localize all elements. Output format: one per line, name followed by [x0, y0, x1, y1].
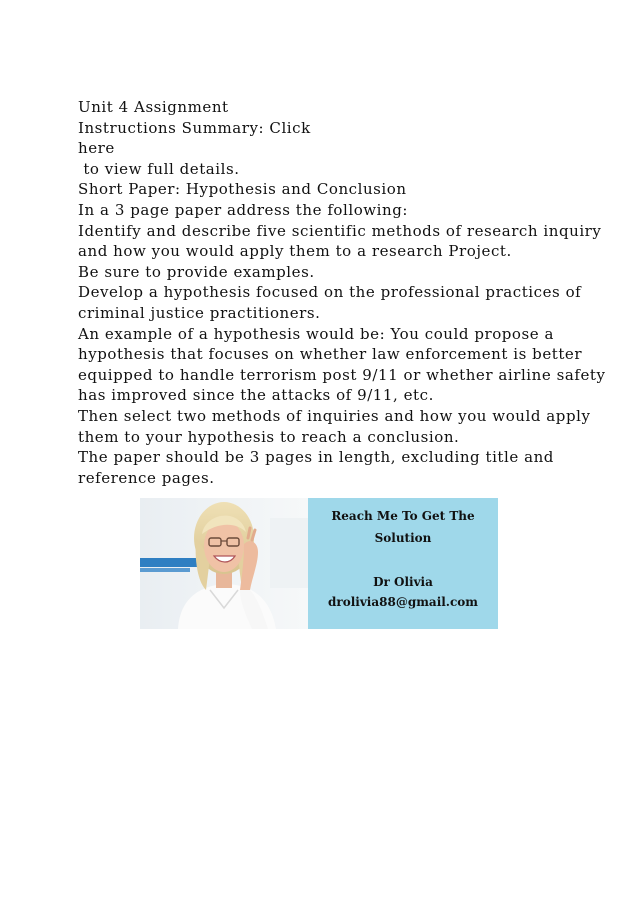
text-line: has improved since the attacks of 9/11, etc. [78, 386, 434, 405]
promo-email[interactable]: drolivia88@gmail.com [327, 595, 478, 609]
text-line: equipped to handle terrorism post 9/11 or whether airline safety [78, 365, 606, 384]
promo-headline-solution: Solution [374, 531, 432, 545]
text-line: them to your hypothesis to reach a conclusion. [78, 427, 460, 446]
view-details-line: to view full details. [78, 159, 240, 178]
text-line: Identify and describe five scientific methods of research inquiry [78, 221, 602, 240]
promo-banner [140, 498, 498, 629]
text-line: and how you would apply them to a research Project. [78, 242, 512, 261]
promo-name: Dr Olivia [373, 575, 433, 589]
assignment-text [78, 97, 606, 488]
promo-headline: Reach Me To Get The [331, 509, 475, 523]
text-line: In a 3 page paper address the following: [78, 200, 408, 219]
here-link[interactable]: here [78, 139, 115, 158]
text-line: An example of a hypothesis would be: You could propose a [78, 324, 555, 343]
promo-panel [308, 498, 498, 629]
text-line: Develop a hypothesis focused on the professional practices of [78, 283, 582, 302]
text-line: hypothesis that focuses on whether law enforcement is better [78, 345, 583, 364]
text-line: The paper should be 3 pages in length, excluding title and [78, 448, 554, 467]
text-line: criminal justice practitioners. [78, 303, 321, 322]
woman-photo [140, 498, 308, 629]
text-line: reference pages. [78, 468, 215, 487]
text-line: Be sure to provide examples. [78, 262, 315, 281]
assignment-title: Unit 4 Assignment [78, 98, 229, 116]
instructions-summary-line: Instructions Summary: Click [78, 118, 311, 137]
text-line: Then select two methods of inquiries and how you would apply [78, 406, 591, 425]
paper-heading: Short Paper: Hypothesis and Conclusion [78, 180, 407, 199]
